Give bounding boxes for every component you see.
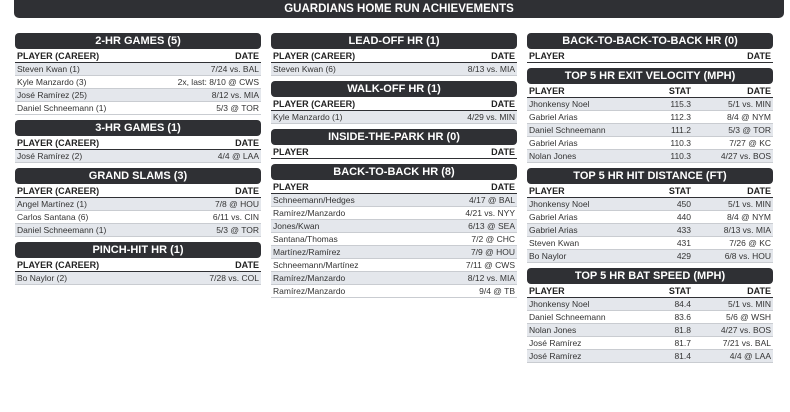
column-header-player: PLAYER (CAREER) <box>273 51 356 61</box>
stat-cell: 81.8 <box>674 325 691 335</box>
column-header-player: PLAYER <box>273 182 309 192</box>
date-cell: 4/17 @ BAL <box>469 195 515 205</box>
table-header <box>15 259 261 272</box>
stat-cell: 83.6 <box>674 312 691 322</box>
table-row <box>15 102 261 115</box>
section-title: BACK-TO-BACK-TO-BACK HR (0) <box>527 33 773 49</box>
table-header <box>271 50 517 63</box>
date-cell: 7/27 @ KC <box>729 138 771 148</box>
player-cell: Steven Kwan (6) <box>273 64 336 74</box>
table-row <box>15 272 261 285</box>
stat-cell: 450 <box>676 199 691 209</box>
table-row <box>271 259 517 272</box>
column-header-date: DATE <box>747 86 771 96</box>
table-header <box>527 285 773 298</box>
player-cell: Santana/Thomas <box>273 234 338 244</box>
column-header-date: DATE <box>491 51 515 61</box>
date-cell: 5/3 @ TOR <box>216 103 259 113</box>
table-row <box>15 76 261 89</box>
date-cell: 7/26 @ KC <box>729 238 771 248</box>
table-row <box>15 211 261 224</box>
stat-cell: 433 <box>676 225 691 235</box>
table-row <box>527 337 773 350</box>
section-lead-off-hr <box>271 33 517 76</box>
player-cell: Bo Naylor <box>529 251 567 261</box>
column-header-player: PLAYER (CAREER) <box>17 186 100 196</box>
player-cell: Bo Naylor (2) <box>17 273 68 283</box>
section-title: LEAD-OFF HR (1) <box>271 33 517 49</box>
date-cell: 4/29 vs. MIN <box>467 112 515 122</box>
date-cell: 8/4 @ NYM <box>726 212 771 222</box>
column-header-date: DATE <box>491 147 515 157</box>
player-cell: Schneemann/Martínez <box>273 260 359 270</box>
date-cell: 2x, last: 8/10 @ CWS <box>177 77 259 87</box>
column-header-player: PLAYER (CAREER) <box>273 99 356 109</box>
table-header <box>527 50 773 63</box>
section-title: GRAND SLAMS (3) <box>15 168 261 184</box>
player-cell: Jones/Kwan <box>273 221 320 231</box>
section-title: BACK-TO-BACK HR (8) <box>271 164 517 180</box>
date-cell: 8/13 vs. MIA <box>723 225 771 235</box>
section-2hr-games <box>15 33 261 115</box>
column-middle <box>271 33 517 303</box>
column-header-date: DATE <box>235 51 259 61</box>
table-header <box>527 85 773 98</box>
section-title: 3-HR GAMES (1) <box>15 120 261 136</box>
table-row <box>15 150 261 163</box>
column-header-stat: STAT <box>668 86 691 96</box>
table-row <box>527 350 773 363</box>
stat-cell: 84.4 <box>674 299 691 309</box>
table-header <box>15 50 261 63</box>
date-cell: 5/3 @ TOR <box>216 225 259 235</box>
page-title: GUARDIANS HOME RUN ACHIEVEMENTS <box>14 0 784 18</box>
date-cell: 5/6 @ WSH <box>726 312 771 322</box>
table-row <box>527 311 773 324</box>
player-cell: Daniel Schneemann <box>529 125 606 135</box>
date-cell: 5/3 @ TOR <box>728 125 771 135</box>
table-row <box>527 324 773 337</box>
player-cell: Schneemann/Hedges <box>273 195 355 205</box>
stat-cell: 440 <box>676 212 691 222</box>
column-left <box>15 33 261 290</box>
date-cell: 7/8 @ HOU <box>214 199 259 209</box>
column-header-player: PLAYER (CAREER) <box>17 51 100 61</box>
date-cell: 5/1 vs. MIN <box>728 299 771 309</box>
date-cell: 8/13 vs. MIA <box>467 64 515 74</box>
player-cell: Carlos Santana (6) <box>17 212 89 222</box>
date-cell: 8/4 @ NYM <box>726 112 771 122</box>
column-header-date: DATE <box>747 51 771 61</box>
table-row <box>527 198 773 211</box>
section-top5-exit-velocity <box>527 68 773 163</box>
stat-cell: 115.3 <box>670 99 691 109</box>
player-cell: Nolan Jones <box>529 325 577 335</box>
table-header <box>271 181 517 194</box>
table-header <box>527 185 773 198</box>
stat-cell: 431 <box>676 238 691 248</box>
table-header <box>271 146 517 159</box>
stat-cell: 429 <box>676 251 691 261</box>
date-cell: 5/1 vs. MIN <box>728 99 771 109</box>
column-header-date: DATE <box>747 186 771 196</box>
player-cell: José Ramírez (25) <box>17 90 87 100</box>
date-cell: 7/21 vs. BAL <box>722 338 771 348</box>
column-header-player: PLAYER <box>529 51 565 61</box>
player-cell: José Ramírez <box>529 351 582 361</box>
table-row <box>527 237 773 250</box>
player-cell: Daniel Schneemann (1) <box>17 103 107 113</box>
date-cell: 4/27 vs. BOS <box>720 151 771 161</box>
column-header-stat: STAT <box>668 286 691 296</box>
table-row <box>271 111 517 124</box>
table-row <box>271 220 517 233</box>
player-cell: Daniel Schneemann <box>529 312 606 322</box>
table-row <box>527 111 773 124</box>
table-row <box>271 246 517 259</box>
column-header-player: PLAYER <box>529 186 565 196</box>
player-cell: José Ramírez (2) <box>17 151 83 161</box>
table-row <box>271 63 517 76</box>
section-title: WALK-OFF HR (1) <box>271 81 517 97</box>
stat-cell: 110.3 <box>670 138 691 148</box>
column-header-date: DATE <box>235 260 259 270</box>
table-row <box>15 224 261 237</box>
section-title: 2-HR GAMES (5) <box>15 33 261 49</box>
section-title: PINCH-HIT HR (1) <box>15 242 261 258</box>
table-row <box>527 98 773 111</box>
section-title: TOP 5 HR EXIT VELOCITY (MPH) <box>527 68 773 84</box>
player-cell: Kyle Manzardo (1) <box>273 112 343 122</box>
section-3hr-games <box>15 120 261 163</box>
section-top5-bat-speed <box>527 268 773 363</box>
date-cell: 5/1 vs. MIN <box>728 199 771 209</box>
table-row <box>527 250 773 263</box>
table-row <box>15 89 261 102</box>
table-row <box>527 150 773 163</box>
player-cell: Angel Martínez (1) <box>17 199 87 209</box>
player-cell: Jhonkensy Noel <box>529 299 590 309</box>
section-back-to-back-hr <box>271 164 517 298</box>
player-cell: Steven Kwan (1) <box>17 64 80 74</box>
column-right <box>527 33 773 368</box>
column-header-player: PLAYER <box>529 86 565 96</box>
player-cell: Jhonkensy Noel <box>529 199 590 209</box>
table-row <box>271 194 517 207</box>
column-header-player: PLAYER (CAREER) <box>17 138 100 148</box>
date-cell: 4/21 vs. NYY <box>465 208 515 218</box>
player-cell: Gabriel Arias <box>529 225 578 235</box>
player-cell: Ramírez/Manzardo <box>273 286 346 296</box>
table-row <box>527 298 773 311</box>
stat-cell: 110.3 <box>670 151 691 161</box>
table-row <box>527 137 773 150</box>
date-cell: 7/2 @ CHC <box>471 234 515 244</box>
column-header-player: PLAYER <box>273 147 309 157</box>
player-cell: Gabriel Arias <box>529 138 578 148</box>
player-cell: Gabriel Arias <box>529 212 578 222</box>
column-header-date: DATE <box>235 186 259 196</box>
table-row <box>527 224 773 237</box>
date-cell: 6/11 vs. CIN <box>212 212 259 222</box>
section-walk-off-hr <box>271 81 517 124</box>
section-inside-the-park-hr <box>271 129 517 159</box>
table-row <box>15 198 261 211</box>
table-row <box>15 63 261 76</box>
table-header <box>15 185 261 198</box>
date-cell: 6/8 vs. HOU <box>724 251 771 261</box>
column-header-player: PLAYER <box>529 286 565 296</box>
table-row <box>271 207 517 220</box>
column-header-player: PLAYER (CAREER) <box>17 260 100 270</box>
player-cell: Daniel Schneemann (1) <box>17 225 107 235</box>
table-row <box>271 272 517 285</box>
player-cell: Gabriel Arias <box>529 112 578 122</box>
section-back-to-back-to-back-hr <box>527 33 773 63</box>
date-cell: 7/28 vs. COL <box>209 273 259 283</box>
table-row <box>527 211 773 224</box>
player-cell: Jhonkensy Noel <box>529 99 590 109</box>
section-title: TOP 5 HR BAT SPEED (MPH) <box>527 268 773 284</box>
column-header-stat: STAT <box>668 186 691 196</box>
player-cell: Ramírez/Manzardo <box>273 273 346 283</box>
player-cell: Steven Kwan <box>529 238 580 248</box>
date-cell: 4/4 @ LAA <box>729 351 771 361</box>
section-title: INSIDE-THE-PARK HR (0) <box>271 129 517 145</box>
date-cell: 8/12 vs. MIA <box>211 90 259 100</box>
stat-cell: 81.7 <box>674 338 691 348</box>
section-top5-hit-distance <box>527 168 773 263</box>
stat-cell: 112.3 <box>670 112 691 122</box>
column-header-date: DATE <box>235 138 259 148</box>
column-header-date: DATE <box>747 286 771 296</box>
stat-cell: 111.2 <box>670 125 691 135</box>
date-cell: 7/24 vs. BAL <box>210 64 259 74</box>
column-header-date: DATE <box>491 182 515 192</box>
player-cell: Nolan Jones <box>529 151 577 161</box>
player-cell: Martínez/Ramírez <box>273 247 341 257</box>
table-row <box>527 124 773 137</box>
date-cell: 9/4 @ TB <box>479 286 515 296</box>
player-cell: Kyle Manzardo (3) <box>17 77 87 87</box>
table-header <box>271 98 517 111</box>
player-cell: Ramírez/Manzardo <box>273 208 346 218</box>
section-pinch-hit-hr <box>15 242 261 285</box>
section-grand-slams <box>15 168 261 237</box>
date-cell: 7/11 @ CWS <box>465 260 515 270</box>
date-cell: 4/27 vs. BOS <box>720 325 771 335</box>
stat-cell: 81.4 <box>674 351 691 361</box>
player-cell: José Ramírez <box>529 338 582 348</box>
date-cell: 6/13 @ SEA <box>468 221 515 231</box>
column-header-date: DATE <box>491 99 515 109</box>
table-row <box>271 285 517 298</box>
date-cell: 4/4 @ LAA <box>217 151 259 161</box>
table-row <box>271 233 517 246</box>
table-header <box>15 137 261 150</box>
date-cell: 7/9 @ HOU <box>470 247 515 257</box>
section-title: TOP 5 HR HIT DISTANCE (FT) <box>527 168 773 184</box>
date-cell: 8/12 vs. MIA <box>467 273 515 283</box>
